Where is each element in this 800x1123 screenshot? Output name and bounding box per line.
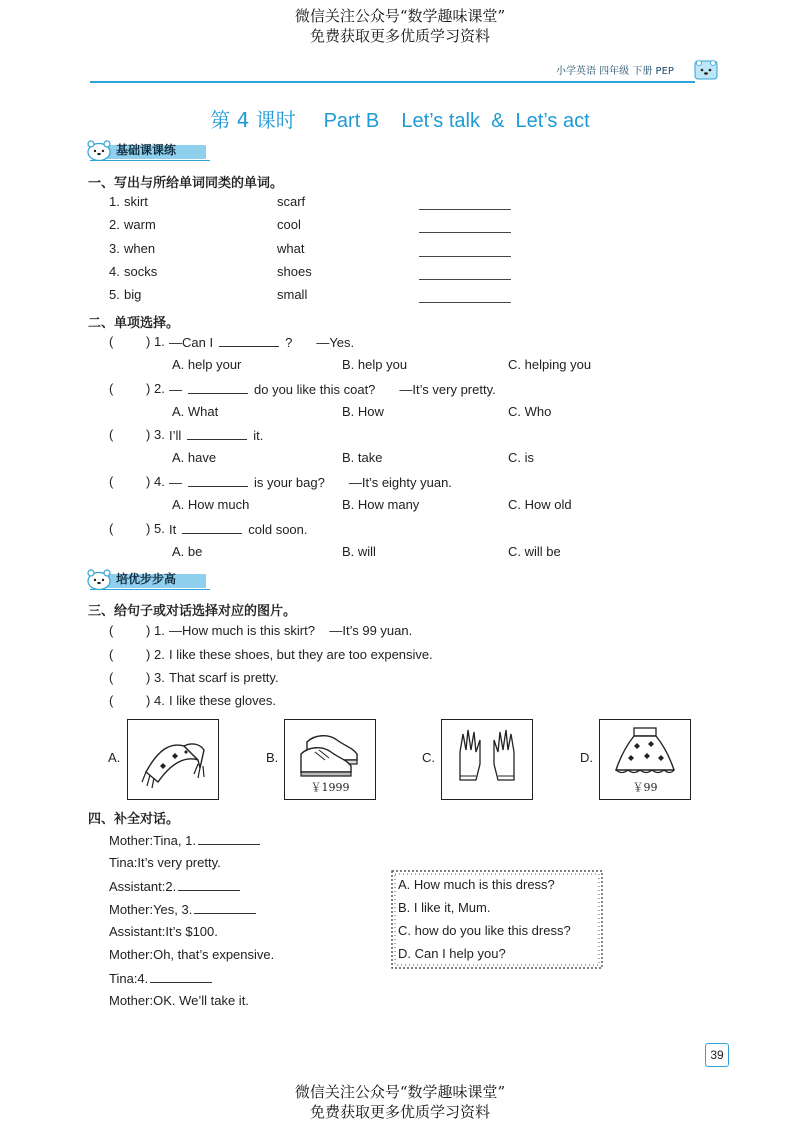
answer-slot[interactable]	[118, 670, 144, 686]
dialogue-option: C. how do you like this dress?	[398, 923, 571, 938]
question-number: 1.	[154, 334, 165, 349]
picture-a-label: A.	[108, 750, 121, 765]
option-b: B. How	[342, 404, 384, 419]
option-a: A. How much	[172, 497, 250, 512]
dialogue-speaker: Assistant:	[109, 879, 166, 894]
given-word: when	[124, 241, 156, 256]
question-post: is your bag?	[254, 475, 325, 490]
option-c: C. Who	[508, 404, 552, 419]
item-number: 4.	[109, 264, 120, 279]
given-word: warm	[124, 217, 156, 232]
badge-basic-practice	[86, 139, 216, 159]
question-number: 2.	[154, 381, 165, 396]
watermark-bottom-line1: 微信关注公众号“数学趣味课堂”	[294, 1083, 506, 1101]
watermark-top-line2: 免费获取更多优质学习资料	[309, 27, 490, 45]
fill-blank[interactable]	[187, 427, 247, 440]
dialogue-text: 4.	[137, 971, 149, 986]
picture-b-frame	[284, 719, 376, 800]
paren-open: (	[109, 521, 114, 536]
dialogue-text: Oh, that’s expensive.	[153, 947, 275, 962]
question-number: 4.	[154, 474, 165, 489]
picture-d-frame	[599, 719, 691, 800]
question-post: do you like this coat?	[254, 382, 376, 397]
dialogue-text: It’s $100.	[165, 924, 218, 939]
fill-blank[interactable]	[188, 381, 248, 394]
badge-basic-label: 基础课课练	[116, 142, 177, 157]
question-pre: —	[169, 382, 182, 397]
answer-slot[interactable]	[118, 693, 144, 709]
dialogue-line	[109, 832, 260, 849]
dialogue-speaker: Mother:	[109, 993, 154, 1008]
picture-d-label: D.	[580, 750, 593, 765]
paren-close: )	[146, 427, 151, 442]
paren-close: )	[146, 334, 151, 349]
lesson-title	[0, 104, 800, 133]
option-b: B. will	[342, 544, 376, 559]
paren-close: )	[146, 474, 151, 489]
option-c: C. will be	[508, 544, 561, 559]
question-post: cold soon.	[248, 522, 308, 537]
option-c: C. is	[508, 450, 534, 465]
paren-close: )	[146, 647, 151, 662]
option-b: B. help you	[342, 357, 408, 372]
answer-slot[interactable]	[118, 647, 144, 663]
item-number: 3.	[109, 241, 120, 256]
dialogue-speaker: Tina:	[109, 855, 138, 870]
question-text	[169, 334, 354, 351]
dialogue-blank[interactable]	[178, 878, 240, 891]
answer-line[interactable]	[419, 256, 511, 257]
paren-close: )	[146, 670, 151, 685]
watermark-bottom-line2: 免费获取更多优质学习资料	[309, 1103, 490, 1121]
dialogue-blank[interactable]	[198, 832, 260, 845]
answer-slot[interactable]	[118, 381, 144, 397]
dialogue-blank[interactable]	[150, 970, 212, 983]
option-a: A. What	[172, 404, 219, 419]
picture-c-frame	[441, 719, 533, 800]
question-number: 3.	[154, 427, 165, 442]
sentence-number: 4.	[154, 693, 165, 708]
sentence-text: I like these shoes, but they are too expensive.	[169, 647, 433, 662]
paren-open: (	[109, 381, 114, 396]
dialogue-line	[109, 947, 274, 963]
fill-blank[interactable]	[182, 521, 242, 534]
answer-line[interactable]	[419, 232, 511, 233]
paren-open: (	[109, 334, 114, 349]
picture-d-price: ￥99	[632, 781, 658, 794]
sentence-text: That scarf is pretty.	[169, 670, 279, 685]
answer-slot[interactable]	[118, 474, 144, 490]
question-pre: I’ll	[169, 428, 182, 443]
answer-line[interactable]	[419, 279, 511, 280]
answer-line[interactable]	[419, 302, 511, 303]
scarf-icon	[128, 720, 218, 799]
sentence-number: 2.	[154, 647, 165, 662]
sentence-number: 1.	[154, 623, 165, 638]
question-reply: —Yes.	[316, 335, 355, 350]
example-word: scarf	[277, 194, 306, 209]
shoes-icon	[285, 720, 375, 782]
dialogue-speaker: Tina:	[109, 971, 138, 986]
option-b: B. take	[342, 450, 383, 465]
picture-b-label: B.	[266, 750, 279, 765]
question-pre: It	[169, 522, 177, 537]
dialogue-line	[109, 878, 240, 895]
fill-blank[interactable]	[188, 474, 248, 487]
question-text	[169, 521, 308, 538]
question-reply: —It’s eighty yuan.	[348, 475, 452, 490]
question-text	[169, 427, 263, 444]
dialogue-speaker: Mother:	[109, 902, 154, 917]
dialogue-speaker: Assistant:	[109, 924, 166, 939]
section3-heading: 三、给句子或对话选择对应的图片。	[88, 604, 297, 619]
dialogue-speaker: Mother:	[109, 947, 154, 962]
sentence-number: 3.	[154, 670, 165, 685]
example-word: small	[277, 287, 308, 302]
lesson-part: Part B	[323, 110, 380, 132]
paren-open: (	[109, 670, 114, 685]
question-post: ?	[285, 335, 293, 350]
skirt-icon	[600, 720, 690, 782]
item-number: 2.	[109, 217, 120, 232]
given-word: big	[124, 287, 142, 302]
answer-slot[interactable]	[118, 521, 144, 537]
fill-blank[interactable]	[219, 334, 279, 347]
bear-icon	[86, 568, 112, 590]
section2-heading: 二、单项选择。	[88, 316, 180, 331]
dialogue-line	[109, 993, 249, 1009]
dialogue-line	[109, 924, 218, 940]
picture-c-label: C.	[422, 750, 435, 765]
dialogue-line	[109, 970, 212, 987]
option-a: A. be	[172, 544, 203, 559]
badge-advanced-label: 培优步步高	[116, 571, 177, 586]
badge-advanced-practice	[86, 568, 216, 588]
option-c: C. helping you	[508, 357, 592, 372]
section1-heading: 一、写出与所给单词同类的单词。	[88, 176, 284, 191]
question-number: 5.	[154, 521, 165, 536]
answer-slot[interactable]	[118, 427, 144, 443]
lesson-topic: Let’s talk & Let’s act	[401, 110, 590, 132]
example-word: shoes	[277, 264, 312, 279]
answer-slot[interactable]	[118, 623, 144, 639]
paren-open: (	[109, 427, 114, 442]
option-a: A. have	[172, 450, 217, 465]
dialogue-text: OK. We’ll take it.	[153, 993, 249, 1008]
question-pre: —	[169, 475, 182, 490]
paren-open: (	[109, 647, 114, 662]
dialogue-text: Tina, 1.	[153, 833, 196, 848]
section4-heading: 四、补全对话。	[88, 812, 180, 827]
dialogue-text: 2.	[165, 879, 177, 894]
option-c: C. How old	[508, 497, 572, 512]
paren-close: )	[146, 623, 151, 638]
dialogue-option: A. How much is this dress?	[398, 877, 555, 892]
answer-line[interactable]	[419, 209, 511, 210]
dialogue-text: It’s very pretty.	[137, 855, 221, 870]
dialogue-blank[interactable]	[194, 901, 256, 914]
question-text	[169, 474, 452, 491]
bear-mascot-icon	[694, 58, 718, 80]
paren-open: (	[109, 693, 114, 708]
gloves-icon	[442, 720, 532, 799]
paren-close: )	[146, 521, 151, 536]
dialogue-line	[109, 855, 221, 871]
question-pre: —Can I	[169, 335, 214, 350]
page-number: 39	[705, 1043, 729, 1067]
paren-open: (	[109, 623, 114, 638]
book-brand: 小学英语 四年级 下册 PEP	[556, 66, 674, 77]
picture-a-frame	[127, 719, 219, 800]
given-word: socks	[124, 264, 158, 279]
item-number: 5.	[109, 287, 120, 302]
dialogue-speaker: Mother:	[109, 833, 154, 848]
lesson-number: 第 4 课时	[210, 108, 296, 132]
paren-close: )	[146, 693, 151, 708]
sentence-text: —How much is this skirt? —It’s 99 yuan.	[169, 623, 413, 638]
dialogue-text: Yes, 3.	[153, 902, 193, 917]
example-word: what	[277, 241, 305, 256]
question-text	[169, 381, 496, 398]
item-number: 1.	[109, 194, 120, 209]
bear-icon	[86, 139, 112, 161]
picture-b-price: ￥1999	[310, 781, 350, 794]
answer-slot[interactable]	[118, 334, 144, 350]
dialogue-line	[109, 901, 256, 918]
dialogue-option: D. Can I help you?	[398, 946, 506, 961]
given-word: skirt	[124, 194, 148, 209]
dialogue-option: B. I like it, Mum.	[398, 900, 491, 915]
header-rule	[90, 81, 695, 83]
watermark-top-line1: 微信关注公众号“数学趣味课堂”	[294, 7, 506, 25]
question-reply: —It’s very pretty.	[399, 382, 496, 397]
option-a: A. help your	[172, 357, 242, 372]
question-post: it.	[253, 428, 264, 443]
example-word: cool	[277, 217, 301, 232]
paren-open: (	[109, 474, 114, 489]
option-b: B. How many	[342, 497, 420, 512]
paren-close: )	[146, 381, 151, 396]
sentence-text: I like these gloves.	[169, 693, 276, 708]
